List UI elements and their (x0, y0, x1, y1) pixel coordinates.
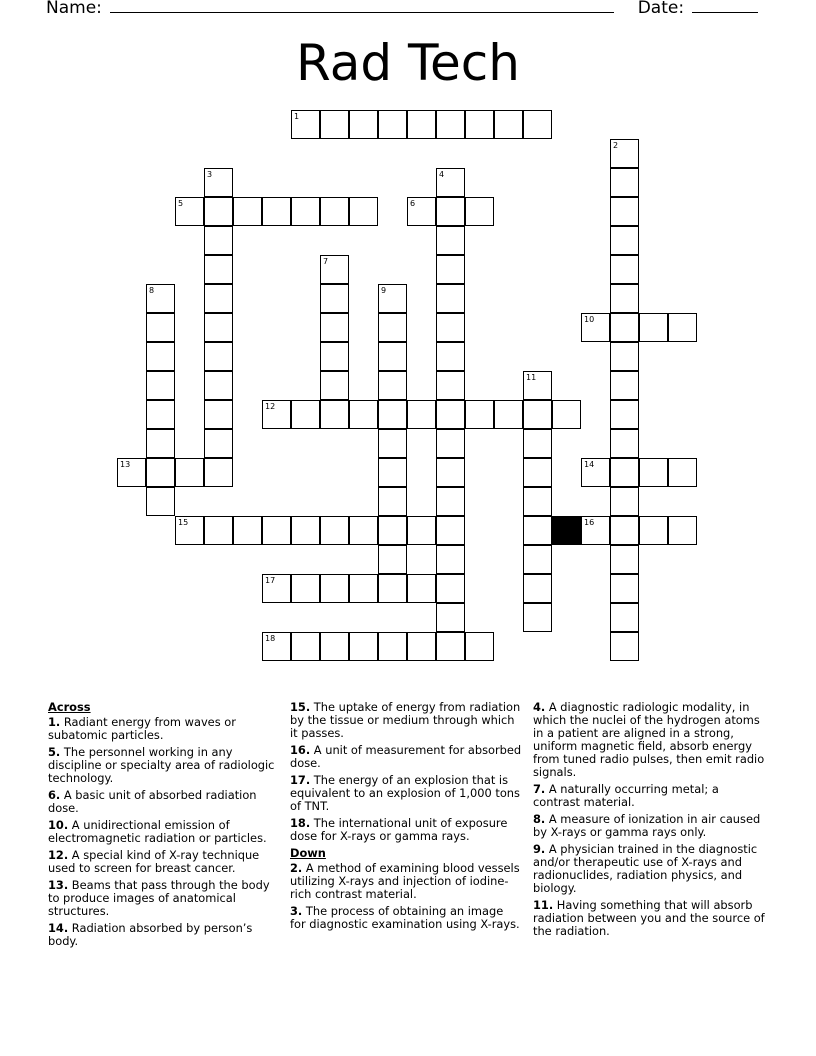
clue-number: 7 (323, 257, 329, 266)
clue-text: Beams that pass through the body to produce images of anatomical structures. (48, 878, 270, 918)
crossword-cell[interactable] (175, 458, 204, 487)
black-square (552, 516, 581, 545)
crossword-cell[interactable] (610, 342, 639, 371)
clue-item (48, 716, 280, 742)
clue-text: Having something that will absorb radiation between you and the source of the radiation. (533, 898, 765, 938)
clues-column-1 (48, 701, 280, 952)
crossword-cell[interactable] (175, 516, 204, 545)
clue-num: 9. (533, 842, 546, 856)
crossword-cell[interactable] (668, 458, 697, 487)
crossword-cell[interactable] (523, 400, 552, 429)
crossword-cell[interactable] (436, 313, 465, 342)
crossword-cell[interactable] (523, 458, 552, 487)
clue-num: 16. (290, 743, 311, 757)
clue-item (290, 905, 522, 931)
crossword-cell[interactable] (146, 400, 175, 429)
clue-number: 10 (584, 315, 595, 324)
clue-num: 6. (48, 788, 61, 802)
clue-text: A physician trained in the diagnostic and/or therapeutic use of X-rays and radionuclides, radiation physics, and biology. (533, 842, 758, 895)
crossword-cell[interactable] (291, 197, 320, 226)
crossword-cell[interactable] (378, 342, 407, 371)
clue-number: 8 (149, 286, 155, 295)
crossword-cell[interactable] (610, 226, 639, 255)
clue-item (48, 789, 280, 815)
clue-text: Radiant energy from waves or subatomic particles. (48, 715, 236, 742)
down-header: Down (290, 846, 326, 860)
crossword-cell[interactable] (320, 197, 349, 226)
crossword-cell[interactable] (610, 371, 639, 400)
crossword-cell[interactable] (523, 487, 552, 516)
crossword-cell[interactable] (320, 516, 349, 545)
clue-text: A naturally occurring metal; a contrast material. (533, 782, 719, 809)
crossword-cell[interactable] (436, 516, 465, 545)
crossword-cell[interactable] (291, 110, 320, 139)
crossword-cell[interactable] (523, 429, 552, 458)
crossword-cell[interactable] (349, 516, 378, 545)
crossword-cell[interactable] (262, 574, 291, 603)
crossword-cell[interactable] (204, 255, 233, 284)
crossword-cell[interactable] (436, 574, 465, 603)
crossword-cell[interactable] (262, 516, 291, 545)
crossword-cell[interactable] (407, 110, 436, 139)
crossword-cell[interactable] (610, 458, 639, 487)
clue-num: 8. (533, 812, 546, 826)
crossword-cell[interactable] (610, 516, 639, 545)
clue-item (290, 744, 522, 770)
crossword-cell[interactable] (378, 284, 407, 313)
crossword-cell[interactable] (436, 429, 465, 458)
crossword-cell[interactable] (407, 197, 436, 226)
crossword-cell[interactable] (436, 545, 465, 574)
crossword-cell[interactable] (204, 284, 233, 313)
crossword-cell[interactable] (378, 110, 407, 139)
crossword-cell[interactable] (146, 313, 175, 342)
crossword-cell[interactable] (320, 342, 349, 371)
crossword-cell[interactable] (436, 371, 465, 400)
clue-text: A unidirectional emission of electromagnetic radiation or particles. (48, 818, 267, 845)
clue-num: 5. (48, 745, 61, 759)
crossword-cell[interactable] (349, 110, 378, 139)
crossword-cell[interactable] (465, 110, 494, 139)
crossword-cell[interactable] (523, 110, 552, 139)
crossword-cell[interactable] (523, 574, 552, 603)
clue-num: 1. (48, 715, 61, 729)
crossword-cell[interactable] (436, 284, 465, 313)
crossword-cell[interactable] (610, 545, 639, 574)
crossword-cell[interactable] (523, 371, 552, 400)
crossword-cell[interactable] (639, 313, 668, 342)
crossword-cell[interactable] (436, 168, 465, 197)
crossword-cell[interactable] (233, 197, 262, 226)
clue-text: A basic unit of absorbed radiation dose. (48, 788, 257, 815)
crossword-cell[interactable] (349, 197, 378, 226)
clue-number: 1 (294, 112, 300, 121)
crossword-cell[interactable] (349, 400, 378, 429)
clue-text: A measure of ionization in air caused by X-rays or gamma rays only. (533, 812, 761, 839)
clue-item (48, 746, 280, 785)
crossword-cell[interactable] (436, 603, 465, 632)
clue-num: 15. (290, 700, 311, 714)
clue-item (533, 783, 765, 809)
crossword-cell[interactable] (320, 574, 349, 603)
page-title: Rad Tech (296, 34, 520, 92)
clue-item (290, 701, 522, 740)
crossword-cell[interactable] (610, 632, 639, 661)
crossword-cell[interactable] (378, 429, 407, 458)
clue-number: 5 (178, 199, 184, 208)
crossword-cell[interactable] (204, 197, 233, 226)
crossword-cell[interactable] (378, 545, 407, 574)
crossword-cell[interactable] (146, 284, 175, 313)
crossword-cell[interactable] (610, 429, 639, 458)
clues-column-2 (290, 701, 522, 935)
crossword-cell[interactable] (320, 255, 349, 284)
clue-text: The international unit of exposure dose for X-rays or gamma rays. (290, 816, 508, 843)
crossword-cell[interactable] (349, 632, 378, 661)
clue-number: 18 (265, 634, 276, 643)
crossword-cell[interactable] (668, 516, 697, 545)
clue-item (290, 774, 522, 813)
clue-number: 14 (584, 460, 595, 469)
crossword-cell[interactable] (436, 110, 465, 139)
crossword-cell[interactable] (378, 632, 407, 661)
crossword-cell[interactable] (378, 458, 407, 487)
crossword-cell[interactable] (320, 632, 349, 661)
crossword-cell[interactable] (494, 400, 523, 429)
clue-num: 7. (533, 782, 546, 796)
clue-number: 16 (584, 518, 595, 527)
clue-text: The energy of an explosion that is equivalent to an explosion of 1,000 tons of TNT. (290, 773, 520, 813)
name-label: Name: (46, 0, 102, 18)
crossword-cell[interactable] (610, 284, 639, 313)
crossword-cell[interactable] (204, 313, 233, 342)
clue-num: 12. (48, 848, 69, 862)
crossword-cell[interactable] (523, 545, 552, 574)
crossword-cell[interactable] (378, 400, 407, 429)
crossword-cell[interactable] (320, 313, 349, 342)
across-header: Across (48, 700, 91, 714)
crossword-cell[interactable] (291, 574, 320, 603)
clue-num: 2. (290, 861, 303, 875)
crossword-cell[interactable] (291, 632, 320, 661)
clue-num: 4. (533, 700, 546, 714)
crossword-cell[interactable] (668, 313, 697, 342)
crossword-cell[interactable] (436, 255, 465, 284)
clue-num: 14. (48, 921, 69, 935)
crossword-cell[interactable] (407, 632, 436, 661)
crossword-cell[interactable] (494, 110, 523, 139)
crossword-cell[interactable] (610, 139, 639, 168)
crossword-cell[interactable] (175, 197, 204, 226)
crossword-cell[interactable] (262, 400, 291, 429)
crossword-cell[interactable] (320, 110, 349, 139)
clue-number: 11 (526, 373, 537, 382)
crossword-cell[interactable] (146, 458, 175, 487)
clue-number: 3 (207, 170, 213, 179)
crossword-cell[interactable] (320, 284, 349, 313)
clue-item (290, 862, 522, 901)
crossword-cell[interactable] (581, 516, 610, 545)
crossword-cell[interactable] (610, 197, 639, 226)
clue-text: A method of examining blood vessels utilizing X-rays and injection of iodine-rich contrast material. (290, 861, 520, 901)
crossword-cell[interactable] (378, 487, 407, 516)
crossword-cell[interactable] (378, 516, 407, 545)
crossword-cell[interactable] (233, 516, 262, 545)
clue-item (533, 843, 765, 895)
crossword-cell[interactable] (552, 400, 581, 429)
crossword-cell[interactable] (407, 574, 436, 603)
crossword-cell[interactable] (320, 400, 349, 429)
clue-item (48, 849, 280, 875)
crossword-cell[interactable] (436, 197, 465, 226)
clue-text: A diagnostic radiologic modality, in which the nuclei of the hydrogen atoms in a patient are aligned in a strong, uniform magnetic field, absorb energy from tuned radio pulses, then emit radio signals. (533, 700, 765, 779)
clue-text: A unit of measurement for absorbed dose. (290, 743, 522, 770)
clue-text: The personnel working in any discipline or specialty area of radiologic technology. (48, 745, 275, 785)
clue-num: 13. (48, 878, 69, 892)
crossword-cell[interactable] (610, 255, 639, 284)
clue-num: 18. (290, 816, 311, 830)
clue-num: 3. (290, 904, 303, 918)
crossword-cell[interactable] (204, 371, 233, 400)
clue-text: Radiation absorbed by person’s body. (48, 921, 253, 948)
crossword-cell[interactable] (204, 516, 233, 545)
crossword-cell[interactable] (378, 313, 407, 342)
crossword-cell[interactable] (291, 516, 320, 545)
clue-number: 12 (265, 402, 276, 411)
clue-item (48, 819, 280, 845)
crossword-cell[interactable] (523, 516, 552, 545)
clue-item (48, 922, 280, 948)
crossword-cell[interactable] (610, 487, 639, 516)
crossword-cell[interactable] (436, 342, 465, 371)
crossword-cell[interactable] (610, 168, 639, 197)
clue-item (48, 879, 280, 918)
clue-item (533, 899, 765, 938)
crossword-cell[interactable] (465, 197, 494, 226)
crossword-cell[interactable] (204, 429, 233, 458)
crossword-cell[interactable] (610, 603, 639, 632)
crossword-cell[interactable] (610, 574, 639, 603)
date-label: Date: (637, 0, 685, 18)
crossword-cell[interactable] (349, 574, 378, 603)
crossword-cell[interactable] (146, 371, 175, 400)
clue-item (533, 813, 765, 839)
crossword-cell[interactable] (117, 458, 146, 487)
crossword-cell[interactable] (204, 400, 233, 429)
crossword-cell[interactable] (407, 400, 436, 429)
clue-text: A special kind of X-ray technique used to screen for breast cancer. (48, 848, 260, 875)
crossword-cell[interactable] (262, 197, 291, 226)
clues-column-3 (533, 701, 765, 942)
crossword-cell[interactable] (204, 342, 233, 371)
clue-number: 2 (613, 141, 619, 150)
crossword-cell[interactable] (436, 458, 465, 487)
clue-number: 17 (265, 576, 276, 585)
clue-number: 6 (410, 199, 416, 208)
clue-number: 15 (178, 518, 189, 527)
crossword-cell[interactable] (320, 371, 349, 400)
crossword-cell[interactable] (204, 226, 233, 255)
crossword-cell[interactable] (204, 458, 233, 487)
clue-item (533, 701, 765, 779)
crossword-cell[interactable] (639, 458, 668, 487)
crossword-cell[interactable] (146, 487, 175, 516)
clue-num: 17. (290, 773, 311, 787)
crossword-cell[interactable] (610, 400, 639, 429)
crossword-cell[interactable] (378, 371, 407, 400)
clue-text: The uptake of energy from radiation by the tissue or medium through which it passes. (290, 700, 521, 740)
crossword-cell[interactable] (262, 632, 291, 661)
crossword-cell[interactable] (378, 574, 407, 603)
clue-number: 9 (381, 286, 387, 295)
crossword-cell[interactable] (639, 516, 668, 545)
crossword-cell[interactable] (581, 458, 610, 487)
crossword-cell[interactable] (465, 632, 494, 661)
crossword-cell[interactable] (291, 400, 320, 429)
crossword-cell[interactable] (146, 342, 175, 371)
clue-text: The process of obtaining an image for diagnostic examination using X-rays. (290, 904, 520, 931)
clue-num: 11. (533, 898, 554, 912)
crossword-cell[interactable] (610, 313, 639, 342)
crossword-cell[interactable] (436, 487, 465, 516)
crossword-cell[interactable] (436, 226, 465, 255)
crossword-cell[interactable] (436, 400, 465, 429)
crossword-cell[interactable] (146, 429, 175, 458)
crossword-cell[interactable] (436, 632, 465, 661)
crossword-cell[interactable] (407, 516, 436, 545)
crossword-cell[interactable] (581, 313, 610, 342)
crossword-cell[interactable] (465, 400, 494, 429)
crossword-cell[interactable] (523, 603, 552, 632)
clue-num: 10. (48, 818, 69, 832)
crossword-cell[interactable] (204, 168, 233, 197)
clue-item (290, 817, 522, 843)
clue-number: 4 (439, 170, 445, 179)
clue-number: 13 (120, 460, 131, 469)
